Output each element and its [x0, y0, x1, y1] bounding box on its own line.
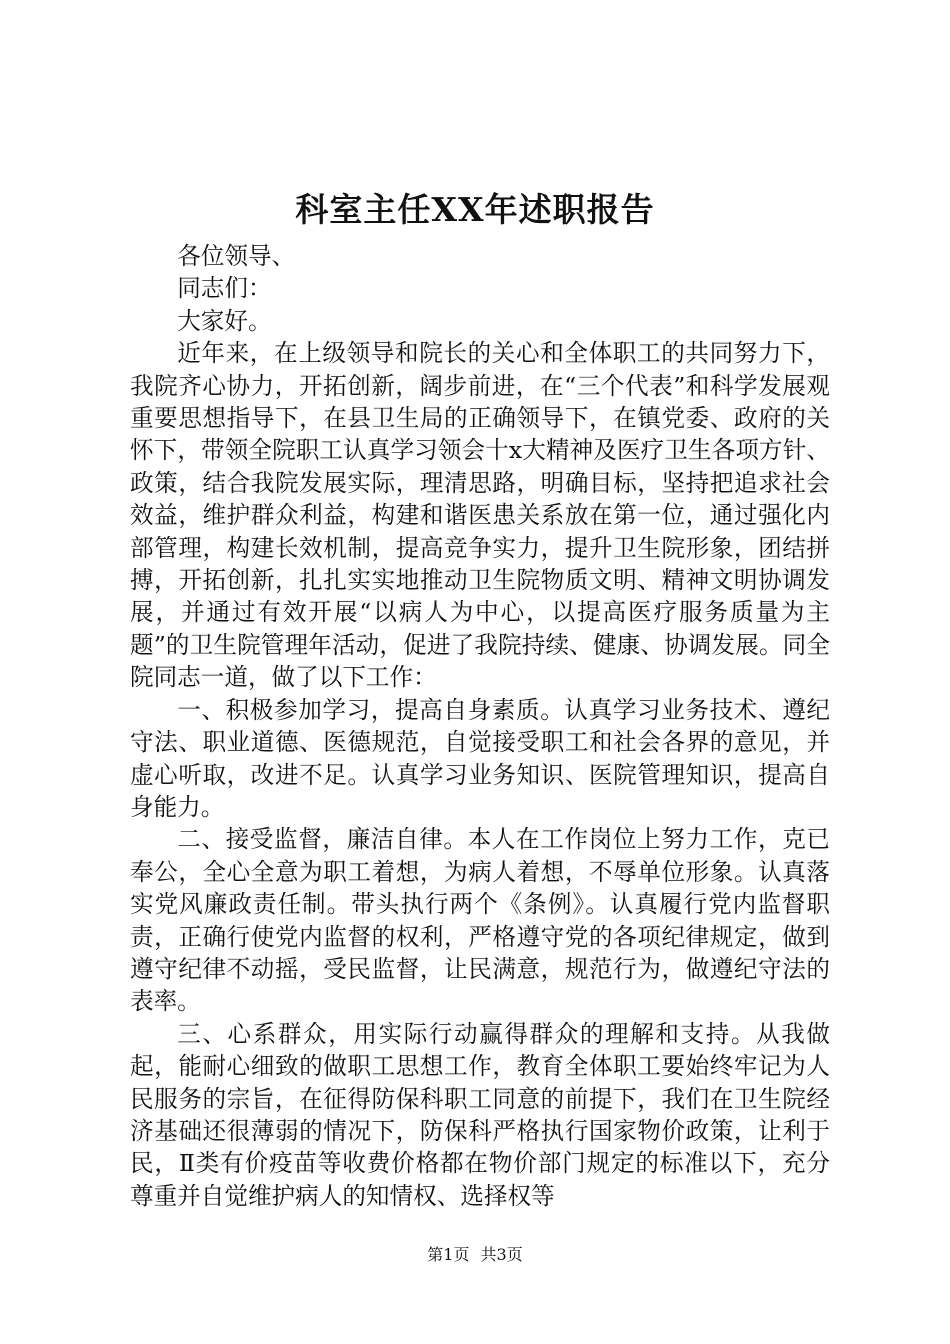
body-paragraph: 一、积极参加学习，提高自身素质。认真学习业务技术、遵纪守法、职业道德、医德规范，自觉接受职工和社会各界的意见，并虚心听取，改进不足。认真学习业务知识、医院管理知识，提高自身能力。 — [130, 695, 830, 821]
document-title: 科室主任XX年述职报告 — [295, 190, 655, 229]
body-paragraph: 近年来，在上级领导和院长的关心和全体职工的共同努力下，我院齐心协力，开拓创新，阔步前进，在“三个代表”和科学发展观重要思想指导下，在县卫生局的正确领导下，在镇党委、政府的关怀下，带领全院职工认真学习领会十x大精神及医疗卫生各项方针、政策，结合我院发展实际，理清思路，明确目标，坚持把追求社会效益，维护群众利益，构建和谐医患关系放在第一位，通过强化内部管理，构建长效机制，提高竞争实力，提升卫生院形象，团结拼搏，开拓创新，扎扎实实地推动卫生院物质文明、精神文明协调发展，并通过有效开展“以病人为中心，以提高医疗服务质量为主题”的卫生院管理年活动，促进了我院持续、健康、协调发展。同全院同志一道，做了以下工作： — [130, 339, 830, 692]
page-number: 第1页 — [427, 1245, 470, 1264]
body-paragraph: 三、心系群众，用实际行动赢得群众的理解和支持。从我做起，能耐心细致的做职工思想工作，教育全体职工要始终牢记为人民服务的宗旨，在征得防保科职工同意的前提下，我们在卫生院经济基础还很薄弱的情况下，防保科严格执行国家物价政策，让利于民，Ⅱ类有价疫苗等收费价格都在物价部门规定的标准以下，充分尊重并自觉维护病人的知情权、选择权等 — [130, 1019, 830, 1210]
greeting-line: 各位领导、 — [177, 242, 296, 270]
body-paragraph: 二、接受监督，廉洁自律。本人在工作岗位上努力工作，克已奉公，全心全意为职工着想，为病人着想，不辱单位形象。认真落实党风廉政责任制。带头执行两个《条例》。认真履行党内监督职责，正确行使党内监督的权利，严格遵守党的各项纪律规定，做到遵守纪律不动摇，受民监督，让民满意，规范行为，做遵纪守法的表率。 — [130, 825, 830, 1016]
page-footer — [0, 1244, 950, 1266]
page-total: 共3页 — [480, 1245, 523, 1264]
greeting-line: 大家好。 — [177, 306, 272, 335]
document-body — [130, 240, 830, 1212]
greeting-line: 同志们： — [177, 274, 272, 303]
